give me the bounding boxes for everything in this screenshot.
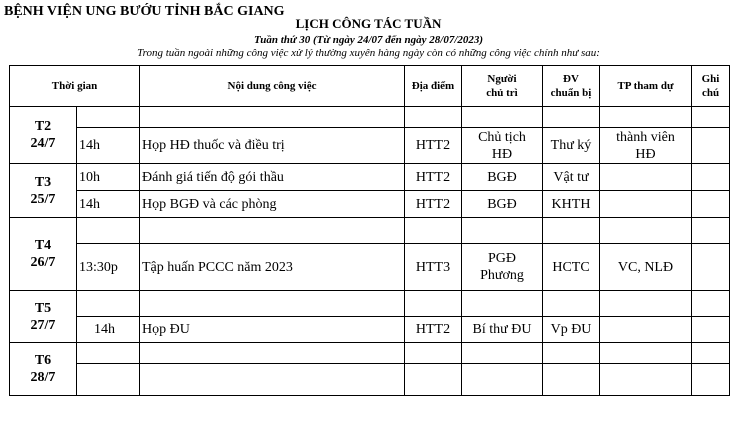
event-participants-line1: thành viên bbox=[616, 129, 675, 145]
event-time: 14h bbox=[77, 128, 140, 164]
event-content: Họp HĐ thuốc và điều trị bbox=[140, 128, 405, 164]
event-chair: BGĐ bbox=[462, 191, 543, 218]
header-time: Thời gian bbox=[10, 66, 140, 107]
header-prep-line1: ĐV bbox=[563, 73, 579, 85]
header-location: Địa điểm bbox=[405, 66, 462, 107]
event-prep: HCTC bbox=[543, 244, 600, 291]
event-location: HTT2 bbox=[405, 317, 462, 343]
day-label: T4 bbox=[34, 238, 52, 253]
event-location: HTT2 bbox=[405, 164, 462, 191]
schedule-table bbox=[9, 65, 730, 396]
day-label: T2 bbox=[34, 119, 52, 134]
hospital-name: BỆNH VIỆN UNG BƯỚU TỈNH BẮC GIANG bbox=[4, 4, 285, 19]
event-time: 10h bbox=[77, 164, 140, 191]
table-row bbox=[10, 343, 730, 364]
event-chair-line2: HĐ bbox=[491, 146, 513, 162]
header-chair-line1: Người bbox=[487, 73, 517, 85]
day-date: 27/7 bbox=[30, 317, 56, 333]
day-date: 26/7 bbox=[30, 255, 56, 270]
table-row bbox=[10, 317, 730, 343]
event-content: Tập huấn PCCC năm 2023 bbox=[140, 244, 405, 291]
event-participants bbox=[600, 128, 692, 164]
table-row bbox=[10, 107, 730, 128]
day-label: T6 bbox=[34, 353, 52, 368]
event-time: 14h bbox=[77, 191, 140, 218]
table-row bbox=[10, 291, 730, 317]
event-chair-line2: Phương bbox=[480, 268, 524, 283]
day-cell-t4 bbox=[10, 218, 77, 291]
table-row bbox=[10, 364, 730, 396]
event-chair-line1: Chủ tịch bbox=[478, 129, 526, 145]
header-chair-line2: chủ trì bbox=[486, 87, 518, 99]
header-chair bbox=[462, 66, 543, 107]
table-row bbox=[10, 128, 730, 164]
header-content: Nội dung công việc bbox=[140, 66, 405, 107]
day-label: T3 bbox=[34, 174, 52, 190]
event-content: Họp BGĐ và các phòng bbox=[140, 191, 405, 218]
header-notes-line2: chú bbox=[701, 87, 720, 99]
event-time: 13:30p bbox=[77, 244, 140, 291]
week-range: Tuần thứ 30 (Từ ngày 24/07 đến ngày 28/07/2023) bbox=[253, 34, 484, 46]
day-cell-t3 bbox=[10, 164, 77, 218]
header-notes-line1: Ghi bbox=[701, 73, 720, 85]
event-chair bbox=[462, 244, 543, 291]
table-row bbox=[10, 244, 730, 291]
event-chair: BGĐ bbox=[462, 164, 543, 191]
page-title: LỊCH CÔNG TÁC TUẦN bbox=[295, 16, 442, 31]
event-location: HTT2 bbox=[405, 191, 462, 218]
day-cell-t5 bbox=[10, 291, 77, 343]
header-notes bbox=[692, 66, 730, 107]
header-row bbox=[10, 66, 730, 107]
event-participants: VC, NLĐ bbox=[600, 244, 692, 291]
header-prep bbox=[543, 66, 600, 107]
day-date: 25/7 bbox=[30, 191, 56, 207]
event-chair: Bí thư ĐU bbox=[462, 317, 543, 343]
intro-note: Trong tuần ngoài những công việc xử lý thường xuyên hàng ngày còn có những công việc chính như sau: bbox=[137, 47, 600, 59]
event-content: Họp ĐU bbox=[140, 317, 405, 343]
header-prep-line2: chuẩn bị bbox=[550, 87, 592, 99]
event-location: HTT2 bbox=[405, 128, 462, 164]
table-row bbox=[10, 164, 730, 191]
table-row bbox=[10, 218, 730, 244]
day-cell-t2 bbox=[10, 107, 77, 164]
event-location: HTT3 bbox=[405, 244, 462, 291]
day-label: T5 bbox=[34, 300, 52, 316]
event-prep: Vật tư bbox=[543, 164, 600, 191]
header-participants: TP tham dự bbox=[600, 66, 692, 107]
day-cell-t6 bbox=[10, 343, 77, 396]
table-row bbox=[10, 191, 730, 218]
event-content: Đánh giá tiến độ gói thầu bbox=[140, 164, 405, 191]
event-chair bbox=[462, 128, 543, 164]
event-chair-line1: PGĐ bbox=[487, 251, 516, 266]
day-date: 24/7 bbox=[30, 136, 56, 151]
event-time: 14h bbox=[77, 317, 140, 343]
event-prep: KHTH bbox=[543, 191, 600, 218]
event-prep: Thư ký bbox=[543, 128, 600, 164]
event-participants-line2: HĐ bbox=[635, 146, 656, 162]
day-date: 28/7 bbox=[30, 370, 56, 385]
event-prep: Vp ĐU bbox=[543, 317, 600, 343]
